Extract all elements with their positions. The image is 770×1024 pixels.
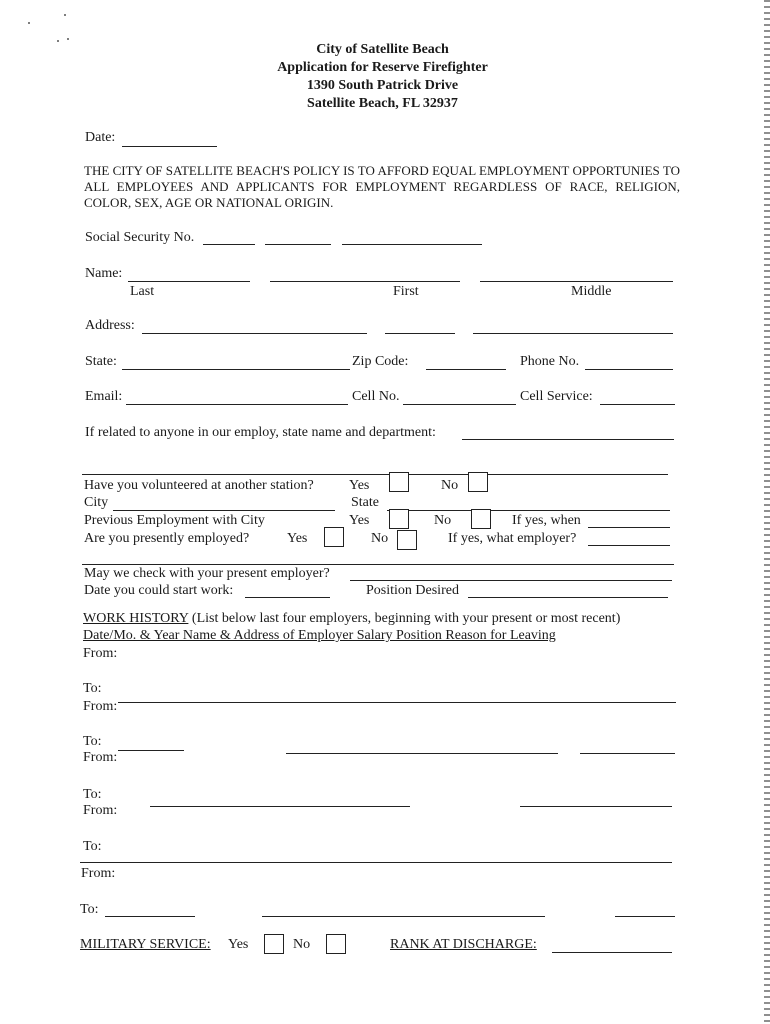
header-title: Application for Reserve Firefighter: [277, 60, 488, 75]
rank-at-discharge-label: RANK AT DISCHARGE:: [390, 937, 537, 952]
scan-speck: [64, 14, 66, 16]
from-label-1: From:: [83, 646, 118, 661]
to-label-4: To:: [83, 839, 102, 854]
employed-no-checkbox[interactable]: [397, 530, 417, 550]
email-label: Email:: [85, 389, 123, 404]
email-field[interactable]: [126, 404, 348, 405]
position-desired-label: Position Desired: [366, 583, 459, 598]
zip-label: Zip Code:: [352, 354, 409, 369]
city-field[interactable]: [113, 510, 335, 511]
prev-yes-checkbox[interactable]: [389, 509, 409, 529]
if-yes-when-field[interactable]: [588, 527, 670, 528]
employed-no-label: No: [371, 531, 389, 546]
state-label: State:: [85, 354, 117, 369]
middle-name-field[interactable]: [480, 281, 673, 282]
employer-3-reason[interactable]: [520, 806, 672, 807]
employer-5-reason[interactable]: [615, 916, 675, 917]
ssn-field-part3[interactable]: [342, 244, 482, 245]
from-label-3: From:: [83, 750, 118, 765]
work-history-title: WORK HISTORY: [83, 611, 189, 626]
last-name-field[interactable]: [128, 281, 250, 282]
employer-3-line[interactable]: [150, 806, 410, 807]
phone-label: Phone No.: [520, 354, 580, 369]
header-city-state: Satellite Beach, FL 32937: [307, 96, 458, 111]
prev-no-checkbox[interactable]: [471, 509, 491, 529]
work-history-columns: Date/Mo. & Year Name & Address of Employer Salary Position Reason for Leaving: [83, 628, 556, 643]
scan-speck: [28, 22, 30, 24]
position-desired-field[interactable]: [468, 597, 668, 598]
scan-speck: [67, 38, 69, 40]
date-label: Date:: [85, 130, 116, 145]
military-no-checkbox[interactable]: [326, 934, 346, 954]
military-service-label: MILITARY SERVICE:: [80, 937, 211, 952]
start-work-label: Date you could start work:: [84, 583, 234, 598]
volunteer-no-label: No: [441, 478, 459, 493]
state-field[interactable]: [122, 369, 350, 370]
from-label-4: From:: [83, 803, 118, 818]
previous-employment-question: Previous Employment with City: [84, 513, 265, 528]
first-caption: First: [393, 284, 419, 299]
from-label-5: From:: [81, 866, 116, 881]
middle-caption: Middle: [571, 284, 612, 299]
if-yes-when-label: If yes, when: [512, 513, 581, 528]
from-label-2: From:: [83, 699, 118, 714]
city-label: City: [84, 495, 109, 510]
check-employer-field[interactable]: [350, 580, 672, 581]
employer-1-line[interactable]: [118, 702, 676, 703]
employed-yes-checkbox[interactable]: [324, 527, 344, 547]
presently-employed-question: Are you presently employed?: [84, 531, 250, 546]
first-name-field[interactable]: [270, 281, 460, 282]
employer-5-line[interactable]: [262, 916, 545, 917]
state-field-2[interactable]: [387, 510, 670, 511]
name-label: Name:: [85, 266, 123, 281]
employer-2-reason[interactable]: [580, 753, 675, 754]
to-label-1: To:: [83, 681, 102, 696]
employer-2-date[interactable]: [118, 750, 184, 751]
address-field-street[interactable]: [142, 333, 367, 334]
volunteer-yes-label: Yes: [349, 478, 370, 493]
cell-field[interactable]: [403, 404, 516, 405]
check-employer-question: May we check with your present employer?: [84, 566, 330, 581]
if-yes-employer-label: If yes, what employer?: [448, 531, 577, 546]
related-field[interactable]: [462, 439, 674, 440]
scan-edge-artifact: [764, 0, 770, 1024]
to-label-3: To:: [83, 787, 102, 802]
to-label-5: To:: [80, 902, 99, 917]
volunteer-question: Have you volunteered at another station?: [84, 478, 314, 493]
employer-4-line[interactable]: [80, 862, 672, 863]
related-label: If related to anyone in our employ, state name and department:: [85, 425, 436, 440]
work-history-heading: [83, 611, 620, 627]
header-org: City of Satellite Beach: [316, 42, 449, 57]
military-yes-label: Yes: [228, 937, 249, 952]
employed-yes-label: Yes: [287, 531, 308, 546]
military-yes-checkbox[interactable]: [264, 934, 284, 954]
phone-field[interactable]: [585, 369, 673, 370]
ssn-label: Social Security No.: [85, 230, 195, 245]
date-field[interactable]: [122, 146, 217, 147]
zip-field[interactable]: [426, 369, 506, 370]
last-caption: Last: [130, 284, 155, 299]
volunteer-yes-checkbox[interactable]: [389, 472, 409, 492]
employer-5-date[interactable]: [105, 916, 195, 917]
prev-no-label: No: [434, 513, 452, 528]
volunteer-no-checkbox[interactable]: [468, 472, 488, 492]
policy-statement: THE CITY OF SATELLITE BEACH'S POLICY IS TO AFFORD EQUAL EMPLOYMENT OPPORTUNIES TO ALL EMPLOYEES AND APPLICANTS FOR EMPLOYMENT REGARDLESS OF RACE, RELIGION, COLOR, SEX, AGE OR NATIONAL ORIGIN.: [84, 163, 680, 210]
rank-at-discharge-field[interactable]: [552, 952, 672, 953]
employer-field-line2[interactable]: [82, 564, 674, 565]
cell-label: Cell No.: [352, 389, 400, 404]
address-field-unit[interactable]: [385, 333, 455, 334]
address-label: Address:: [85, 318, 135, 333]
cell-service-field[interactable]: [600, 404, 675, 405]
ssn-field-part2[interactable]: [265, 244, 331, 245]
address-field-city[interactable]: [473, 333, 673, 334]
ssn-field-part1[interactable]: [203, 244, 255, 245]
state-label-2: State: [351, 495, 379, 510]
prev-yes-label: Yes: [349, 513, 370, 528]
work-history-instruction: (List below last four employers, beginning with your present or most recent): [188, 611, 621, 626]
to-label-2: To:: [83, 734, 102, 749]
if-yes-employer-field[interactable]: [588, 545, 670, 546]
start-work-field[interactable]: [245, 597, 330, 598]
military-no-label: No: [293, 937, 311, 952]
related-field-line2[interactable]: [82, 474, 668, 475]
cell-service-label: Cell Service:: [520, 389, 593, 404]
header-address: 1390 South Patrick Drive: [306, 78, 459, 93]
employer-2-line[interactable]: [286, 753, 558, 754]
